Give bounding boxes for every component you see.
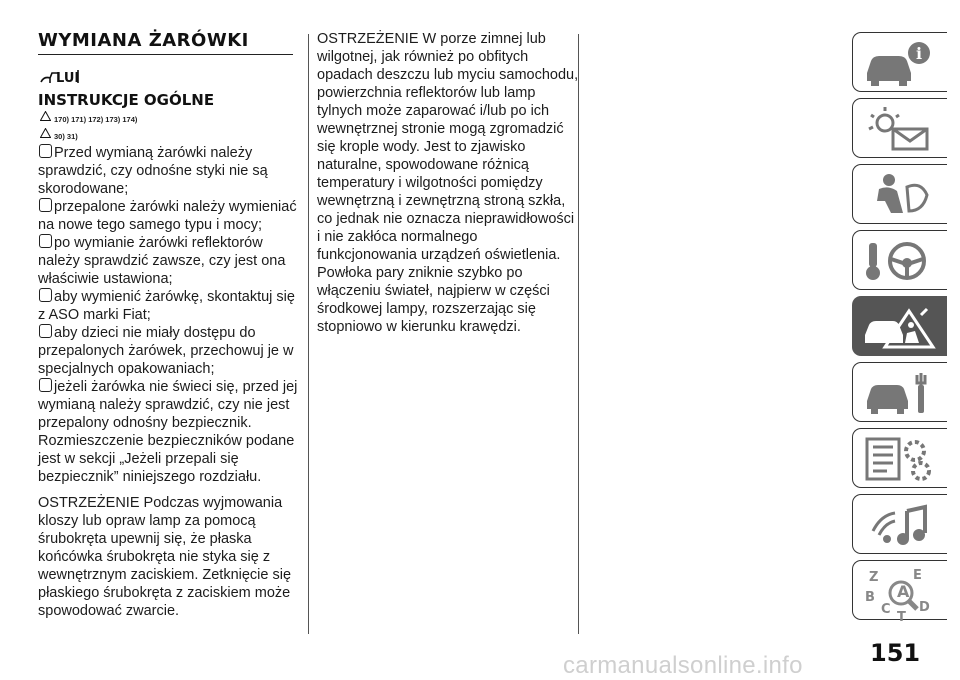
column-middle [317, 30, 579, 336]
tab-emergency[interactable] [852, 296, 947, 356]
column-divider [578, 34, 579, 634]
list-item: aby wymienić żarówkę, skontaktuj się z ASO marki Fiat; [38, 289, 295, 323]
tab-safety[interactable] [852, 164, 947, 224]
section-subtitle: INSTRUKCJE OGÓLNE [38, 91, 215, 109]
bullet-box-icon [39, 288, 52, 302]
tab-specifications[interactable] [852, 428, 947, 488]
warning-refs: 170) 171) 172) 173) 174) [54, 115, 300, 124]
specifications-icon [863, 435, 938, 483]
list-item: aby dzieci nie miały dostępu do przepalonych żarówek, przechowuj je w specjalnych opakowaniach; [38, 325, 294, 377]
index-letter: D [919, 600, 930, 615]
tab-car-info[interactable] [852, 32, 947, 92]
index-letter: B [865, 590, 875, 605]
note-triangle-icon [40, 128, 51, 138]
bullet-box-icon [39, 324, 52, 338]
chapter-tabs [852, 32, 947, 626]
index-letter: A [897, 582, 910, 601]
svg-text:i: i [916, 44, 923, 63]
list-item: jeżeli żarówka nie świeci się, przed jej wymianą należy sprawdzić, czy nie jest przepalony odnośny bezpiecznik. Rozmieszczenie bezpieczników podane jest w sekcji „Jeżeli przepali się bezpiecznik” niniejszego rozdziału. [38, 379, 298, 485]
seat-safety-icon [863, 171, 938, 219]
tab-index[interactable] [852, 560, 947, 620]
bullet-list [38, 144, 300, 486]
index-letter: Z [869, 570, 879, 585]
car-service-icon [863, 369, 938, 417]
page-number: 151 [870, 639, 921, 667]
warning-lights-icon [863, 105, 938, 153]
column-divider [308, 34, 309, 634]
key-steering-icon [863, 237, 938, 285]
tab-starting-driving[interactable] [852, 230, 947, 290]
bullet-box-icon [39, 234, 52, 248]
index-letter: C [881, 602, 891, 617]
emergency-icon [863, 303, 938, 351]
watermark: carmanualsonline.info [563, 652, 803, 679]
list-item: po wymianie żarówki reflektorów należy sprawdzić zawsze, czy jest ona właściwie ustawiona; [38, 235, 286, 287]
index-letter: E [913, 568, 922, 583]
car-info-icon [863, 39, 938, 87]
tab-multimedia[interactable] [852, 494, 947, 554]
column-left [38, 30, 300, 620]
index-icon [863, 567, 938, 621]
warning-paragraph: OSTRZEŻENIE W porze zimnej lub wilgotnej, jak również po obfitych opadach deszczu lub myciu samochodu, powierzchnia reflektorów lub lamp tylnych może zaparować i/lub po ich wewnętrznej stronie mogą zgromadzić się krople wody. Jest to zjawisko naturalne, spowodowane różnicą temperatury i wilgotności pomiędzy wewnętrzną i zewnętrzną stroną szkła, co jednak nie oznacza nieprawidłowości i nie zakłóca normalnego funkcjonowania urządzeń oświetlenia. Powłoka pary zniknie szybko po włączeniu świateł, najpierw w części środkowej lampy, rozszerzając się stopniowo w kierunku krawędzi. [317, 31, 579, 335]
section-title: WYMIANA ŻARÓWKI [38, 30, 293, 55]
list-item: Przed wymianą żarówki należy sprawdzić, czy odnośne styki nie są skorodowane; [38, 145, 268, 197]
warning-paragraph: OSTRZEŻENIE Podczas wyjmowania kloszy lub opraw lamp za pomocą śrubokręta upewnij się, że płaska końcówka śrubokręta nie styka się z wewnętrznym zaciskiem. Zetknięcie się płaskiego śrubokręta z zaciskiem może spowodować zwarcie. [38, 495, 292, 619]
index-letter: T [897, 610, 906, 621]
svg-text:LUI: LUI [56, 71, 80, 86]
note-refs: 30) 31) [54, 132, 300, 141]
warning-triangle-icon [40, 111, 51, 121]
vehicle-equipment-icon [38, 67, 82, 87]
bullet-box-icon [39, 198, 52, 212]
bullet-box-icon [39, 144, 52, 158]
tab-warning-lights[interactable] [852, 98, 947, 158]
list-item: przepalone żarówki należy wymieniać na nowe tego samego typu i mocy; [38, 199, 297, 233]
multimedia-icon [863, 501, 938, 549]
tab-maintenance[interactable] [852, 362, 947, 422]
bullet-box-icon [39, 378, 52, 392]
